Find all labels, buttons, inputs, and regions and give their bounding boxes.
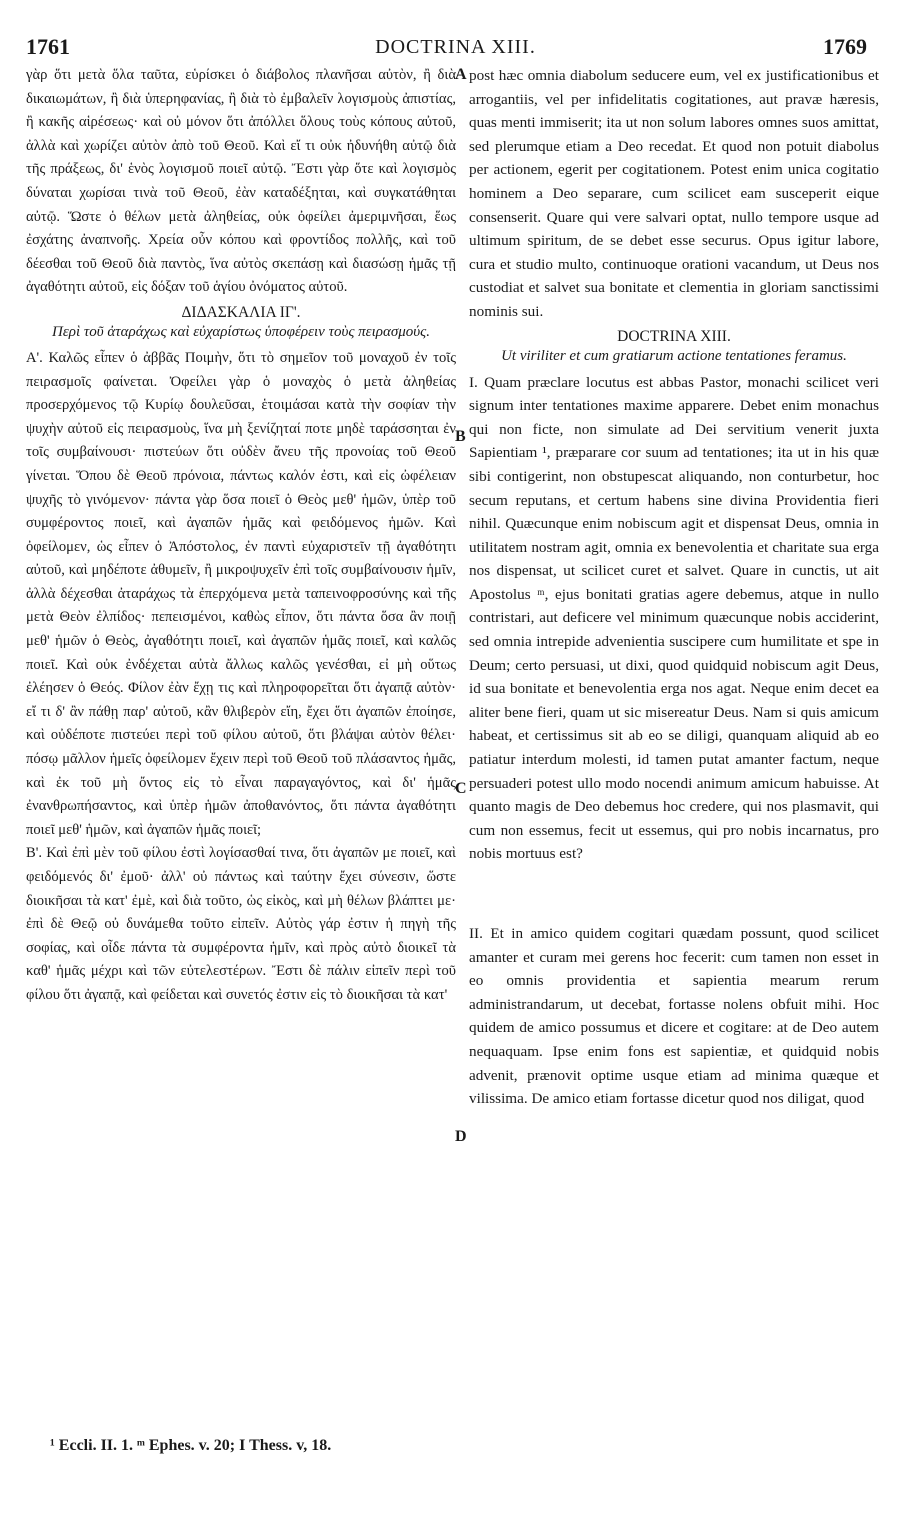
greek-doctrine-heading: ΔΙΔΑΣΚΑΛΙΑ ΙΓ'. [181, 303, 301, 321]
greek-paragraph-2: Β'. Καὶ ἐπὶ μὲν τοῦ φίλου ἐστὶ λογίσασθαί τινα, ὅτι ἀγαπῶν με ποιεῖ, καὶ φειδόμενός δι' ἐμοῦ· ἀλλ' οὐ πάντως καὶ ταύτην ἔχει σύνεσιν, ὥστε διοικῆσαι τὰ κατ' ἐμὲ, καὶ διὰ τοῦτο, ὡς εἰκὸς, καὶ μὴ θέλων βλάπτει με· ἐπὶ δὲ Θεῷ οὐ δυνάμεθα τοῦτο εἰπεῖν. Αὐτὸς γάρ ἐστιν ἡ πηγὴ τῆς σοφίας, καὶ οἶδε πάντα τὰ συμφέροντα ἡμῖν, καὶ πρὸς αὐτὸ διοικεῖ τὰ καθ' ἡμᾶς μέχρι καὶ τῶν εὐτελεστέρων. Ἔστι δὲ πάλιν εἰπεῖν περὶ τοῦ φίλου ὅτι ἀγαπᾷ, καὶ φείδεται καὶ συνετός ἐστιν εἰς τὸ διοικῆσαι τὰ κατ' [26, 845, 456, 1003]
greek-doctrine-subheading: Περὶ τοῦ ἀταράχως καὶ εὐχαρίστως ὑποφέρειν τοὺς πειρασμούς. [52, 323, 430, 340]
latin-paragraph-intro: post hæc omnia diabolum seducere eum, vel ex justificationibus et arrogantiis, vel per infidelitatis cogitationes, aut pravæ hæresis, quas menti immiserit; ita ut non solum labores omnes suos amittat, sed plerumque etiam a Deo recedat. Et quod non potuit diabolus per actionem, egerit per cogitationem. Potest enim unica cogitatio hominem a Deo separare, cum scilicet eam susceperit eique consenserit. Quare qui vere salvari optat, nullo tempore usque ad ultimum spiritum, de se debet esse securus. Opus igitur labore, cura et studio multo, continuoque orationi vacandum, ut Deus nos custodiat et salvet sua bonitate et clementia in gloriam sanctissimi nominis sui. [469, 67, 879, 320]
latin-paragraph-2: II. Et in amico quidem cogitari quædam possunt, quod scilicet amanter et curam mei gerens hoc fecerit: cum tamen non esset in eo omnis providentia et sapientia mearum rerum administrandarum, ut decebat, fortasse nolens obfuit mihi. Hoc quidem de amico possumus et dicere et cogitare: at de Deo autem nequaquam. Ipse enim fons est sapientiæ, et quidquid nobis advenit, prænovit optime usque etiam ad minima quæque et vilissima. De amico etiam fortasse dicetur quod nos diligat, quod [469, 925, 879, 1108]
latin-paragraph-1: I. Quam præclare locutus est abbas Pastor, monachi scilicet veri signum inter tentationes maxime apparere. Debet enim monachus qui non ficte, non simulate ad Dei servitium venerit juxta Sapientiam ¹, præparare cor suum ad tentationes; ita ut in his quæ sibi contigerint, non obstupescat aliquando, non conturbetur, hoc secum reputans, et certum habens sine divina Providentia fieri nihil. Quæcunque enim nobiscum agit et dispensat Deus, omnia in utilitatem nostram agit, omnia ex benevolentia et charitate sua erga nos dispensat, ut scilicet curet et salvet. Quare in cunctis, ut ait Apostolus ᵐ, ejus bonitati gratias agere debemus, atque in nullo contristari, aut deficere vel minimum quæcunque nobis acciderint, sed omnia intrepide advenientia suscipere cum humilitate et spe in Deum; certo persuasi, ut dixi, quod quidquid nobiscum agit Deus, id sua bonitate et benevolentia erga nos agat. Neque enim decet ea aliter bene fieri, quam ut sic misereatur Deus. Nam si quis amicum habeat, et certissimus sit ab eo se diligi, quanquam aliquid ab eo patiatur interdum molesti, id tamen putat amanter factum, neque persuaderi potest ullo modo nocendi animum amicum habuisse. At quanto magis de Deo debemus hoc credere, qui nos plasmavit, qui cum non essemus, fecit ut essemus, qui pro nobis incarnatus, pro nobis mortuus est? [469, 373, 879, 863]
latin-doctrine-subheading: Ut viriliter et cum gratiarum actione tentationes feramus. [501, 347, 847, 364]
margin-marker-d: D [455, 1128, 467, 1145]
greek-paragraph-1: Α'. Καλῶς εἶπεν ὁ ἀββᾶς Ποιμὴν, ὅτι τὸ σημεῖον τοῦ μοναχοῦ ἐν τοῖς πειρασμοῖς φαίνεται. Ὀφείλει γὰρ ὁ μοναχὸς ὁ μετὰ ἀληθείας προσερχόμενος τῷ Κυρίῳ δουλεῦσαι, ἑτοιμάσαι κατὰ τὴν σοφίαν τὴν ψυχὴν αὐτοῦ εἰς πειρασμοὺς, ἵνα μὴ ξενίζηταί ποτε μηδὲ ταράσσηται ἐν τοῖς συμβαίνουσι· πιστεύων ὅτι οὐδὲν ἄνευ τῆς προνοίας τοῦ Θεοῦ γίνεται. Ὅπου δὲ Θεοῦ πρόνοια, πάντως καλόν ἐστι, καὶ εἰς ὠφέλειαν ψυχῆς τὸ γινόμενον· πάντα γὰρ ὅσα ποιεῖ ὁ Θεὸς μεθ' ἡμῶν, ὑπὲρ τοῦ συμφέροντος ποιεῖ, καὶ ἀγαπῶν ἡμᾶς καὶ φειδόμενος ἡμῶν. Καὶ ὀφείλομεν, ὡς εἶπεν ὁ Ἀπόστολος, ἐν παντὶ εὐχαριστεῖν τῇ ἀγαθότητι αὐτοῦ, καὶ μηδέποτε ἀθυμεῖν, ἢ μικροψυχεῖν ἐπὶ τοῖς συμβαίνουσιν ἡμῖν, ἀλλὰ δέχεσθαι ἀταράχως τὰ ἐπερχόμενα μετὰ ταπεινοφροσύνης καὶ τῆς μετὰ Θεὸν ἐλπίδος· πεπεισμένοι, καθὼς εἶπον, ὅτι πάντα ὅσα ἂν ποιῇ μεθ' ἡμῶν ὁ Θεὸς, ἀγαθότητι ποιεῖ, καὶ ἀγαπῶν ἡμᾶς ποιεῖ, καὶ καλῶς ποιεῖ. Καὶ οὐκ ἐνδέχεται αὐτὰ ἄλλως καλῶς γενέσθαι, εἰ μὴ οὕτως ἐλέησεν ὁ Θεός. Φίλον ἐὰν ἔχῃ τις καὶ πληροφορεῖται ὅτι ἀγαπᾷ αὐτὸν· εἴ τι δ' ἂν πάθῃ παρ' αὐτοῦ, κἂν θλιβερὸν εἴη, ἔχει ὅτι ἀγαπῶν ἐποίησε, καὶ οὐδέποτε πιστεύει περὶ τοῦ φίλου αὐτοῦ, ὅτι βλάψαι αὐτὸν θέλει· πόσῳ μᾶλλον ἡμεῖς ὀφείλομεν ἔχειν περὶ τοῦ Θεοῦ τοῦ πλάσαντος ἡμᾶς, καὶ ἐκ τοῦ μὴ ὄντος εἰς τὸ εἶναι παραγαγόντος, καὶ δι' ἡμᾶς ἐνανθρωπήσαντος, καὶ ὑπὲρ ἡμῶν ἀποθανόντος, ὅτι πάντα ἀγαθότητι ποιεῖ μεθ' ἡμῶν, καὶ ἀγαπῶν ἡμᾶς ποιεῖ; [26, 349, 456, 838]
margin-marker-c: C [455, 780, 467, 797]
right-page-number: 1769 [823, 34, 867, 59]
latin-doctrine-heading: DOCTRINA XIII. [617, 327, 731, 345]
footnotes: ¹ Eccli. II. 1. ᵐ Ephes. v. 20; I Thess. v, 18. [50, 1437, 332, 1454]
margin-marker-b: B [455, 428, 466, 445]
latin-column [469, 64, 879, 1111]
left-page-number: 1761 [26, 34, 70, 59]
page-header [0, 34, 911, 68]
running-title: DOCTRINA XIII. [375, 36, 536, 58]
margin-marker-a: A [455, 66, 467, 83]
greek-paragraph-intro: γὰρ ὅτι μετὰ ὅλα ταῦτα, εὑρίσκει ὁ διάβολος πλανῆσαι αὐτὸν, ἢ διὰ δικαιωμάτων, ἢ διὰ ὑπερηφανίας, ἢ διὰ τὸ ἐμβαλεῖν λογισμοὺς ἀπιστίας, ἢ κακῆς αἱρέσεως· καὶ οὐ μόνον ὅτι ἀπόλλει ὅλους τοὺς κόπους αὐτοῦ, ἀλλὰ καὶ χωρίζει αὐτὸν ἀπὸ τοῦ Θεοῦ. Καὶ εἴ τι οὐκ ἠδυνήθη αὐτῷ διὰ τῆς πράξεως, δι' ἑνὸς λογισμοῦ ποιεῖ αὐτῷ. Ἔστι γὰρ ὅτε καὶ λογισμὸς δύναται χωρίσαι τινὰ τοῦ Θεοῦ, ἐὰν καταδέξηται, καὶ συγκατάθηται αὐτῷ. Ὥστε ὁ θέλων μετὰ ἀληθείας, οὐκ ὀφείλει ἀμεριμνῆσαι, ἕως ἐσχάτης ἀναπνοῆς. Χρεία οὖν κόπου καὶ φροντίδος πολλῆς, καὶ τοῦ δέεσθαι τοῦ Θεοῦ διὰ παντὸς, ἵνα αὐτὸς σκεπάσῃ καὶ διασώσῃ ἡμᾶς τῇ ἀγαθότητι αὐτοῦ, εἰς δόξαν τοῦ ἁγίου ὀνόματος αὐτοῦ. [26, 67, 456, 296]
greek-column [26, 64, 456, 1008]
